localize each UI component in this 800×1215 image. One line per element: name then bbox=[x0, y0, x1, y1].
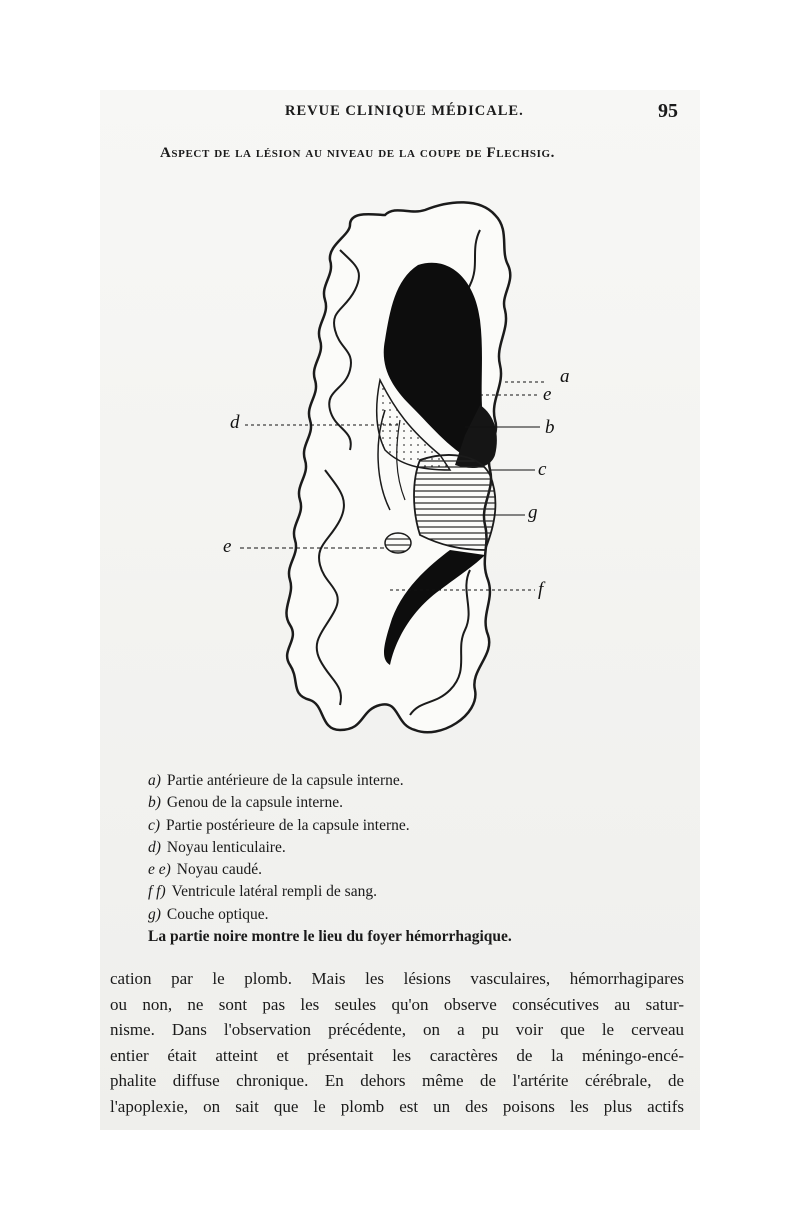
caudate-nucleus bbox=[385, 533, 411, 553]
lenticular-nucleus bbox=[414, 455, 495, 550]
page-number: 95 bbox=[658, 100, 678, 122]
label-a: a bbox=[560, 366, 570, 387]
body-line: l'apoplexie, on sait que le plomb est un des poisons les plus actifs bbox=[110, 1096, 684, 1116]
legend-note: La partie noire montre le lieu du foyer hémorrhagique. bbox=[148, 928, 512, 946]
legend-item: c) Partie postérieure de la capsule interne. bbox=[148, 816, 410, 834]
body-line: nisme. Dans l'observation précédente, on a pu voir que le cerveau bbox=[110, 1020, 684, 1039]
brain-section-illustration bbox=[150, 170, 620, 760]
label-g: g bbox=[528, 502, 538, 523]
legend-item: d) Noyau lenticulaire. bbox=[148, 838, 286, 856]
legend-item: g) Couche optique. bbox=[148, 905, 269, 923]
label-e-left: e bbox=[223, 536, 232, 557]
legend-item: e e) Noyau caudé. bbox=[148, 861, 263, 879]
legend-item: b) Genou de la capsule interne. bbox=[148, 794, 343, 812]
body-line: phalite diffuse chronique. En dehors même de l'artérite cérébrale, de bbox=[110, 1071, 684, 1090]
label-d: d bbox=[230, 412, 240, 433]
body-line: cation par le plomb. Mais les lésions vasculaires, hémorrhagipares bbox=[110, 969, 684, 988]
brain-section-figure bbox=[150, 170, 620, 760]
legend-item: a) Partie antérieure de la capsule interne. bbox=[148, 772, 404, 789]
label-c: c bbox=[538, 459, 547, 480]
legend-item: f f) Ventricule latéral rempli de sang. bbox=[148, 883, 377, 901]
label-f: f bbox=[538, 579, 544, 600]
figure-legend bbox=[148, 770, 618, 948]
label-e-right: e bbox=[543, 384, 552, 405]
body-line: ou non, ne sont pas les seules qu'on observe consécutives au satur- bbox=[110, 994, 684, 1014]
body-line: entier était atteint et présentait les caractères de la méningo-encé- bbox=[110, 1045, 684, 1065]
label-b: b bbox=[545, 417, 555, 438]
body-paragraph bbox=[110, 966, 684, 1119]
figure-title: Aspect de la lésion au niveau de la coupe de Flechsig. bbox=[160, 145, 555, 161]
running-title: REVUE CLINIQUE MÉDICALE. bbox=[285, 103, 524, 119]
